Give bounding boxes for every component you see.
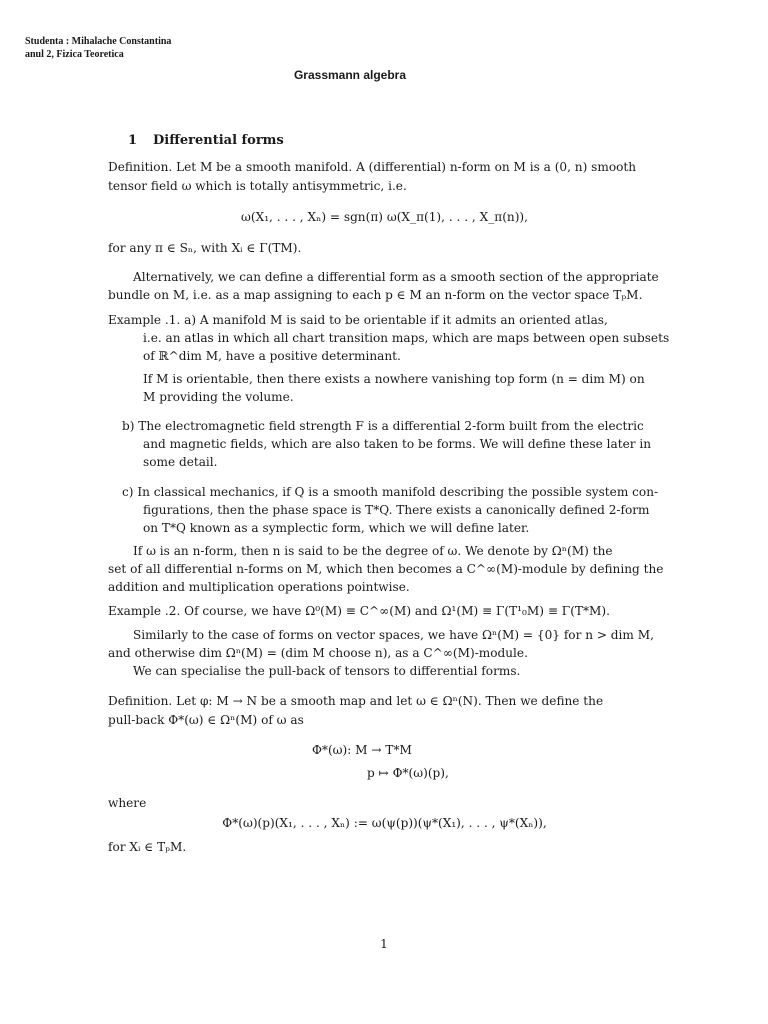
page-number: 1	[380, 937, 388, 951]
paragraph-line: addition and multiplication operations pointwise.	[108, 580, 410, 594]
paragraph-line: Similarly to the case of forms on vector spaces, we have Ωⁿ(M) = {0} for n > dim M,	[133, 628, 654, 642]
equation-pullback-map: Φ*(ω): M → T*M	[312, 743, 412, 757]
paragraph-line: set of all differential n-forms on M, which then becomes a C^∞(M)-module by defining the	[108, 562, 664, 576]
example-1c-line: figurations, then the phase space is T*Q. There exists a canonically defined 2-form	[143, 503, 650, 517]
definition-line-1: Definition. Let M be a smooth manifold. A (differential) n-form on M is a (0, n) smooth	[108, 160, 637, 174]
example-1-line: M providing the volume.	[143, 390, 294, 404]
example-1c-line: on T*Q known as a symplectic form, which we will define later.	[143, 521, 530, 535]
paragraph-line: We can specialise the pull-back of tensors to differential forms.	[133, 664, 521, 678]
example-1b-line: and magnetic fields, which are also taken to be forms. We will define these later in	[143, 437, 652, 451]
equation-pullback-definition: Φ*(ω)(p)(X₁, . . . , Xₙ) := ω(ψ(p))(ψ*(X₁), . . . , ψ*(Xₙ)),	[222, 816, 547, 830]
section-number: 1	[128, 133, 138, 148]
example-1-line: of ℝ^dim M, have a positive determinant.	[143, 349, 401, 363]
paragraph-line: If ω is an n-form, then n is said to be the degree of ω. We denote by Ωⁿ(M) the	[133, 544, 613, 558]
author-header	[25, 35, 171, 61]
example-1c-line: c) In classical mechanics, if Q is a smooth manifold describing the possible system con-	[122, 485, 659, 499]
paragraph-line: bundle on M, i.e. as a map assigning to each p ∈ M an n-form on the vector space TₚM.	[108, 288, 643, 302]
section-heading	[128, 133, 284, 148]
equation-pullback-point: p ↦ Φ*(ω)(p),	[367, 766, 449, 780]
example-2-line: Example .2. Of course, we have Ω⁰(M) ≡ C^∞(M) and Ω¹(M) ≡ Γ(T¹₀M) ≡ Γ(T*M).	[108, 604, 610, 618]
definition-pullback-line: pull-back Φ*(ω) ∈ Ωⁿ(M) of ω as	[108, 713, 304, 727]
example-1b-line: some detail.	[143, 455, 218, 469]
paragraph-line: for Xᵢ ∈ TₚM.	[108, 840, 187, 854]
section-title: Differential forms	[153, 133, 284, 148]
student-name: Studenta : Mihalache Constantina	[25, 36, 172, 47]
example-1-line: i.e. an atlas in which all chart transition maps, which are maps between open subsets	[143, 331, 670, 345]
example-1b-line: b) The electromagnetic field strength F is a differential 2-form built from the electric	[122, 419, 644, 433]
paragraph-line: for any π ∈ Sₙ, with Xᵢ ∈ Γ(TM).	[108, 241, 302, 255]
example-1-line: If M is orientable, then there exists a nowhere vanishing top form (n = dim M) on	[143, 372, 645, 386]
page-title: Grassmann algebra	[293, 68, 407, 82]
paragraph-line: Alternatively, we can define a differential form as a smooth section of the appropriate	[133, 270, 659, 284]
example-1-line: Example .1. a) A manifold M is said to be orientable if it admits an oriented atlas,	[108, 313, 608, 327]
definition-pullback-line: Definition. Let φ: M → N be a smooth map and let ω ∈ Ωⁿ(N). Then we define the	[108, 694, 604, 708]
definition-line-2: tensor field ω which is totally antisymmetric, i.e.	[108, 179, 407, 193]
equation-antisymmetry: ω(X₁, . . . , Xₙ) = sgn(π) ω(X_π(1), . . . , X_π(n)),	[241, 210, 528, 224]
course-info: anul 2, Fizica Teoretica	[25, 49, 124, 60]
paragraph-line: where	[108, 796, 147, 810]
paragraph-line: and otherwise dim Ωⁿ(M) = (dim M choose n), as a C^∞(M)-module.	[108, 646, 528, 660]
